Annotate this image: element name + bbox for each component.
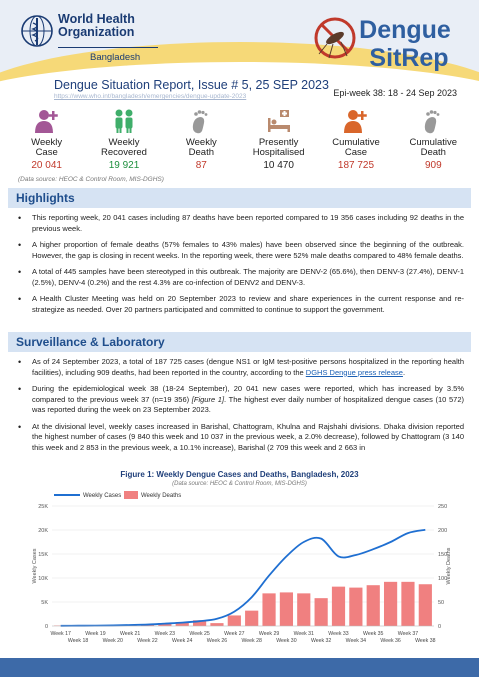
stat-value: 187 725 <box>337 160 375 171</box>
stat-label <box>410 138 458 158</box>
stat-label <box>332 138 380 158</box>
death-bar <box>332 587 345 626</box>
stat-label-line2: Death <box>420 147 446 158</box>
legend-deaths-swatch <box>124 491 138 499</box>
stat-card <box>85 106 162 176</box>
x-tick-label: Week 23 <box>154 631 176 637</box>
death-bar <box>367 585 380 626</box>
y-tick-label: 25K <box>38 504 48 510</box>
dengue-sitrep-logo <box>313 8 465 74</box>
x-tick-label: Week 30 <box>276 638 297 644</box>
x-tick-label: Week 22 <box>137 638 158 644</box>
header <box>0 0 479 108</box>
x-tick-label: Week 33 <box>328 631 349 637</box>
y-tick-label: 10K <box>38 576 48 582</box>
y-tick-label: 5K <box>41 600 48 606</box>
x-tick-label: Week 21 <box>119 631 141 637</box>
report-title: Dengue Situation Report, Issue # 5, 25 SEP 2023 <box>54 78 329 92</box>
highlights-header <box>8 188 471 208</box>
y-tick-label: 0 <box>44 624 48 630</box>
x-tick-label: Week 31 <box>293 631 314 637</box>
x-tick-label: Week 18 <box>67 638 89 644</box>
person-plus-icon <box>343 108 369 134</box>
figure-reference: [Figure 1] <box>191 394 225 404</box>
who-emblem-icon <box>20 14 54 48</box>
who-org-name-line2: Organization <box>58 25 135 39</box>
death-bar <box>262 593 275 626</box>
x-tick-label: Week 25 <box>189 631 210 637</box>
surveillance-header <box>8 332 471 352</box>
highlight-item: • A total of 445 samples have been stereotyped in this outbreak. The majority are DENV-2 (65.6%), then DENV-3 (27.4%), DENV-1 (2.5%), DENV-4 (0.2%) and the rest 4.3% are co-infection of DENV2 and DENV-3. <box>18 267 464 288</box>
stat-card <box>8 106 85 176</box>
y2-axis-label: Weekly Deaths <box>446 547 452 585</box>
footprint-icon <box>420 108 446 134</box>
y2-tick-label: 0 <box>438 624 442 630</box>
stat-label-line2: Case <box>344 147 368 158</box>
who-org-name <box>58 13 135 39</box>
who-country: Bangladesh <box>90 52 141 63</box>
who-divider <box>58 47 158 48</box>
x-tick-label: Week 20 <box>102 638 123 644</box>
x-tick-label: Week 17 <box>50 631 71 637</box>
death-bar <box>419 584 432 626</box>
hospital-bed-icon <box>266 108 292 134</box>
family-icon <box>111 108 137 134</box>
stat-label-line1: Weekly <box>31 137 63 148</box>
stat-card <box>163 106 240 176</box>
footprint-icon <box>188 108 214 134</box>
chart-source: (Data source: HEOC & Control Room, MIS-DGHS) <box>172 481 307 487</box>
stat-label-line2: Death <box>188 147 214 158</box>
key-figures <box>8 106 472 176</box>
highlights-list <box>18 213 464 321</box>
footer-band <box>0 658 479 677</box>
x-tick-label: Week 38 <box>415 638 436 644</box>
death-bar <box>349 588 362 626</box>
surveillance-item-text: As of 24 September 2023, a total of 187 725 cases (dengue NS1 or IgM test-positive persons hospitalized in the reporting health facilities), including 909 deaths, had been reported in the country, according to the <box>32 357 464 377</box>
stat-label-line1: Weekly <box>108 137 140 148</box>
x-tick-label: Week 34 <box>345 638 367 644</box>
stat-card <box>317 106 394 176</box>
stat-value: 19 921 <box>108 160 140 171</box>
epi-week: Epi-week 38: 18 - 24 Sep 2023 <box>333 88 457 98</box>
y2-tick-label: 100 <box>438 576 448 582</box>
x-tick-label: Week 29 <box>258 631 280 637</box>
surveillance-item <box>18 357 464 378</box>
y-axis-label: Weekly Cases <box>32 548 38 584</box>
y-tick-label: 20K <box>38 528 48 534</box>
y-tick-label: 15K <box>38 552 48 558</box>
who-org-name-line1: World Health <box>58 12 135 26</box>
highlight-item: • A Health Cluster Meeting was held on 20 September 2023 to review and share experiences in the current response and re-strategize as needed. Over 20 partners participated and committed to continue to support the government. <box>18 294 464 315</box>
highlights-title: Highlights <box>16 191 75 205</box>
stat-label <box>186 138 217 158</box>
stat-label-line2: Case <box>35 147 58 158</box>
x-tick-label: Week 37 <box>397 631 419 637</box>
surveillance-item <box>18 384 464 416</box>
legend-deaths-label: Weekly Deaths <box>141 493 182 499</box>
stat-label-line1: Cumulative <box>332 137 380 148</box>
x-tick-label: Week 24 <box>172 638 193 644</box>
x-tick-label: Week 32 <box>310 638 332 644</box>
stat-label <box>101 138 147 158</box>
x-tick-label: Week 35 <box>363 631 384 637</box>
chart-title: Figure 1: Weekly Dengue Cases and Deaths, Bangladesh, 2023 <box>120 470 359 479</box>
death-bar <box>315 598 328 626</box>
surveillance-item <box>18 422 464 454</box>
legend-cases-label: Weekly Cases <box>83 493 122 499</box>
stat-value: 20 041 <box>31 160 62 171</box>
highlight-item: • This reporting week, 20 041 cases including 87 deaths have been reported compared to 19 356 cases including 92 deaths in the previous week. <box>18 213 464 234</box>
stat-value: 87 <box>195 160 207 171</box>
stat-value: 10 470 <box>263 160 294 171</box>
stat-label-line1: Presently <box>258 137 299 148</box>
weekly-cases-deaths-chart <box>0 486 479 652</box>
surveillance-item-text: At the divisional level, weekly cases increased in Barishal, Chattogram, Khulna and Rajshahi divisions. Dhaka division reported the highest number of cases (9 840 this week and 10 037 in the previous week, a 2.0% decrease), followed by Chattogram (3 140 this week and 2 853 in the previous week, a 10.1% increase), Barishal (2 709 this week and 2 663 in <box>32 421 464 452</box>
y2-tick-label: 50 <box>438 600 445 606</box>
death-bar <box>297 593 310 626</box>
stat-label-line2: Recovered <box>101 147 147 158</box>
y2-tick-label: 150 <box>438 552 448 558</box>
stat-value: 909 <box>424 160 442 171</box>
y2-tick-label: 250 <box>438 504 448 510</box>
stat-label <box>31 138 62 158</box>
death-bar <box>228 615 241 626</box>
surveillance-item-text: During the epidemiological week 38 (18-24 September), 20 041 new cases were reported, which has increased by 3.5% compared to the previous week 37 (n=19 356) <box>32 384 464 404</box>
x-tick-label: Week 36 <box>380 638 401 644</box>
logo-text-dengue: Dengue <box>359 16 451 44</box>
stat-label <box>253 138 305 158</box>
stat-label-line2: Hospitalised <box>252 147 305 158</box>
x-tick-label: Week 28 <box>241 638 262 644</box>
data-source-note: (Data source: HEOC & Control Room, MIS-DGHS) <box>18 176 164 183</box>
death-bar <box>280 592 293 626</box>
death-bar <box>384 582 397 626</box>
death-bar <box>210 623 223 626</box>
surveillance-title: Surveillance & Laboratory <box>16 335 165 349</box>
stat-label-line1: Weekly <box>185 137 217 148</box>
logo-text-sitrep: SitRep <box>369 44 449 72</box>
highlight-item: • A higher proportion of female deaths (57% females to 43% males) have been observed since the beginning of the outbreak. However, the gap is closing in recent weeks. In the reporting week, there were 52% male deaths compared to 48% female deaths. <box>18 240 464 261</box>
stat-card <box>240 106 317 176</box>
report-link[interactable]: https://www.who.int/bangladesh/emergencies/dengue-update-2023 <box>54 93 247 100</box>
death-bar <box>245 611 258 626</box>
person-plus-icon <box>34 108 60 134</box>
stat-card <box>395 106 472 176</box>
x-tick-label: Week 27 <box>224 631 245 637</box>
dghs-press-release-link[interactable]: DGHS Dengue press release <box>305 367 403 377</box>
x-tick-label: Week 19 <box>85 631 106 637</box>
death-bar <box>401 582 414 626</box>
y2-tick-label: 200 <box>438 528 448 534</box>
surveillance-item-end: . <box>402 367 406 377</box>
surveillance-list <box>18 357 464 459</box>
stat-label-line1: Cumulative <box>409 137 458 148</box>
x-tick-label: Week 26 <box>206 638 228 644</box>
surveillance-item-end: . The highest ever daily number of hospitalized dengue cases (10 572) was reported during the week on 23 September 2023. <box>32 394 464 414</box>
